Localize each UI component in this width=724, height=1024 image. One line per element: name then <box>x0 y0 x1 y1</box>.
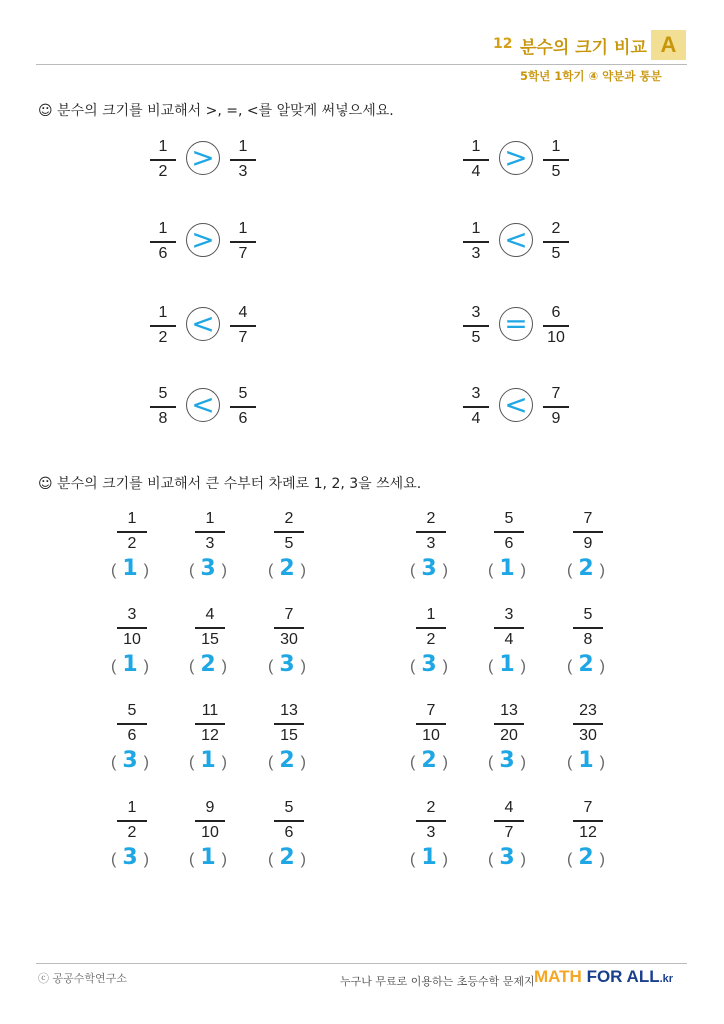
rank-value: 3 <box>279 652 295 677</box>
rank-value: 3 <box>200 556 216 581</box>
fraction-bar <box>543 241 569 243</box>
left-fraction <box>463 304 489 347</box>
ranking-fraction <box>573 702 603 745</box>
open-paren: ( <box>410 851 416 868</box>
rank-answer[interactable] <box>410 556 448 581</box>
denominator: 10 <box>422 726 440 744</box>
denominator: 20 <box>500 726 518 744</box>
numerator: 23 <box>579 702 597 719</box>
numerator: 6 <box>551 304 561 321</box>
ranking-fraction <box>494 702 524 745</box>
rank-answer[interactable] <box>410 748 448 773</box>
worksheet-subtitle: 5학년 1학기 ④ 약분과 통분 <box>520 69 662 83</box>
rank-answer[interactable] <box>189 556 227 581</box>
denominator: 6 <box>504 534 514 552</box>
numerator: 4 <box>205 606 215 623</box>
ranking-fraction <box>573 606 603 649</box>
denominator: 2 <box>127 534 137 552</box>
numerator: 2 <box>551 220 561 237</box>
fraction-bar <box>150 406 176 408</box>
open-paren: ( <box>488 658 494 675</box>
denominator: 3 <box>471 244 481 262</box>
close-paren: ) <box>221 754 227 771</box>
left-fraction <box>150 220 176 263</box>
right-fraction <box>230 304 256 347</box>
fraction-bar <box>117 627 147 629</box>
close-paren: ) <box>442 562 448 579</box>
rank-value: 1 <box>421 845 437 870</box>
rank-answer[interactable] <box>410 652 448 677</box>
denominator: 7 <box>504 823 514 841</box>
rank-answer[interactable] <box>410 845 448 870</box>
rank-answer[interactable] <box>268 845 306 870</box>
rank-value: 1 <box>122 652 138 677</box>
numerator: 2 <box>284 510 294 527</box>
fraction-bar <box>573 820 603 822</box>
comparison-answer[interactable]: = <box>499 307 533 341</box>
numerator: 5 <box>158 385 168 402</box>
open-paren: ( <box>111 658 117 675</box>
denominator: 2 <box>158 162 168 180</box>
numerator: 1 <box>238 138 248 155</box>
left-fraction <box>150 304 176 347</box>
denominator: 3 <box>238 162 248 180</box>
fraction-bar <box>543 406 569 408</box>
denominator: 4 <box>504 630 514 648</box>
rank-value: 2 <box>279 748 295 773</box>
rank-answer[interactable] <box>189 748 227 773</box>
ranking-fraction <box>416 702 446 745</box>
close-paren: ) <box>300 851 306 868</box>
worksheet-title: 분수의 크기 비교 <box>520 38 647 58</box>
rank-answer[interactable] <box>488 845 526 870</box>
ranking-fraction <box>274 799 304 842</box>
ranking-fraction <box>416 606 446 649</box>
fraction-bar <box>416 627 446 629</box>
denominator: 5 <box>471 328 481 346</box>
numerator: 2 <box>426 510 436 527</box>
rank-answer[interactable] <box>567 845 605 870</box>
open-paren: ( <box>268 754 274 771</box>
fraction-bar <box>274 820 304 822</box>
rank-value: 3 <box>499 748 515 773</box>
close-paren: ) <box>599 562 605 579</box>
ranking-fraction <box>117 510 147 553</box>
denominator: 8 <box>583 630 593 648</box>
numerator: 7 <box>583 799 593 816</box>
ranking-fraction <box>117 702 147 745</box>
numerator: 1 <box>551 138 561 155</box>
close-paren: ) <box>300 658 306 675</box>
rank-answer[interactable] <box>111 748 149 773</box>
header-divider <box>36 64 687 65</box>
open-paren: ( <box>410 754 416 771</box>
level-badge: A <box>651 30 686 60</box>
fraction-bar <box>195 531 225 533</box>
rank-answer[interactable] <box>268 556 306 581</box>
open-paren: ( <box>189 562 195 579</box>
close-paren: ) <box>221 851 227 868</box>
open-paren: ( <box>567 851 573 868</box>
close-paren: ) <box>143 562 149 579</box>
ranking-fraction <box>416 799 446 842</box>
open-paren: ( <box>488 754 494 771</box>
comparison-answer[interactable]: < <box>186 307 220 341</box>
close-paren: ) <box>599 851 605 868</box>
ranking-fraction <box>274 510 304 553</box>
open-paren: ( <box>111 851 117 868</box>
denominator: 6 <box>158 244 168 262</box>
fraction-bar <box>117 531 147 533</box>
denominator: 5 <box>551 162 561 180</box>
denominator: 3 <box>426 823 436 841</box>
fraction-bar <box>230 159 256 161</box>
open-paren: ( <box>410 658 416 675</box>
ranking-fraction <box>494 799 524 842</box>
numerator: 1 <box>426 606 436 623</box>
fraction-bar <box>230 406 256 408</box>
denominator: 10 <box>123 630 141 648</box>
open-paren: ( <box>268 658 274 675</box>
fraction-bar <box>230 241 256 243</box>
denominator: 10 <box>547 328 565 346</box>
numerator: 5 <box>238 385 248 402</box>
close-paren: ) <box>599 754 605 771</box>
section1-instruction: ☺ 분수의 크기를 비교해서 >, =, <를 알맞게 써넣으세요. <box>38 103 394 119</box>
rank-answer[interactable] <box>567 748 605 773</box>
denominator: 4 <box>471 409 481 427</box>
open-paren: ( <box>189 754 195 771</box>
brand-logo: MATH FOR ALL.kr <box>534 967 674 986</box>
fraction-bar <box>494 627 524 629</box>
fraction-bar <box>274 627 304 629</box>
denominator: 4 <box>471 162 481 180</box>
rank-value: 2 <box>200 652 216 677</box>
fraction-bar <box>463 241 489 243</box>
fraction-bar <box>150 241 176 243</box>
tagline-text: 누구나 무료로 이용하는 초등수학 문제지 <box>340 975 535 988</box>
rank-value: 1 <box>578 748 594 773</box>
rank-value: 3 <box>421 652 437 677</box>
rank-answer[interactable] <box>488 556 526 581</box>
fraction-bar <box>543 159 569 161</box>
fraction-bar <box>117 820 147 822</box>
rank-value: 3 <box>122 748 138 773</box>
right-fraction <box>230 220 256 263</box>
close-paren: ) <box>221 562 227 579</box>
comparison-answer[interactable]: > <box>186 141 220 175</box>
rank-value: 1 <box>499 652 515 677</box>
numerator: 5 <box>504 510 514 527</box>
close-paren: ) <box>442 851 448 868</box>
fraction-bar <box>573 627 603 629</box>
open-paren: ( <box>567 658 573 675</box>
open-paren: ( <box>488 562 494 579</box>
fraction-bar <box>150 325 176 327</box>
ranking-fraction <box>416 510 446 553</box>
open-paren: ( <box>567 754 573 771</box>
denominator: 2 <box>426 630 436 648</box>
fraction-bar <box>494 531 524 533</box>
close-paren: ) <box>520 754 526 771</box>
comparison-answer[interactable]: < <box>499 388 533 422</box>
fraction-bar <box>195 627 225 629</box>
left-fraction <box>150 138 176 181</box>
ranking-fraction <box>274 606 304 649</box>
denominator: 2 <box>127 823 137 841</box>
numerator: 13 <box>500 702 518 719</box>
rank-answer[interactable] <box>268 652 306 677</box>
numerator: 1 <box>127 799 137 816</box>
numerator: 5 <box>284 799 294 816</box>
fraction-bar <box>463 325 489 327</box>
rank-value: 3 <box>122 845 138 870</box>
left-fraction <box>463 385 489 428</box>
rank-answer[interactable] <box>567 556 605 581</box>
denominator: 9 <box>583 534 593 552</box>
ranking-fraction <box>117 606 147 649</box>
close-paren: ) <box>300 754 306 771</box>
worksheet-number: 12 <box>493 36 513 52</box>
numerator: 13 <box>280 702 298 719</box>
left-fraction <box>150 385 176 428</box>
close-paren: ) <box>300 562 306 579</box>
ranking-fraction <box>494 510 524 553</box>
denominator: 5 <box>551 244 561 262</box>
denominator: 30 <box>280 630 298 648</box>
numerator: 3 <box>504 606 514 623</box>
right-fraction <box>230 138 256 181</box>
open-paren: ( <box>189 851 195 868</box>
numerator: 3 <box>127 606 137 623</box>
fraction-bar <box>416 820 446 822</box>
numerator: 1 <box>471 220 481 237</box>
numerator: 1 <box>471 138 481 155</box>
open-paren: ( <box>488 851 494 868</box>
fraction-bar <box>195 723 225 725</box>
close-paren: ) <box>143 754 149 771</box>
close-paren: ) <box>520 658 526 675</box>
close-paren: ) <box>221 658 227 675</box>
open-paren: ( <box>268 562 274 579</box>
denominator: 8 <box>158 409 168 427</box>
rank-answer[interactable] <box>488 748 526 773</box>
right-fraction <box>543 138 569 181</box>
rank-answer[interactable] <box>488 652 526 677</box>
denominator: 6 <box>127 726 137 744</box>
fraction-bar <box>543 325 569 327</box>
numerator: 2 <box>426 799 436 816</box>
comparison-answer[interactable]: < <box>499 223 533 257</box>
numerator: 11 <box>201 702 219 719</box>
rank-value: 2 <box>421 748 437 773</box>
close-paren: ) <box>442 658 448 675</box>
numerator: 3 <box>471 304 481 321</box>
fraction-bar <box>494 723 524 725</box>
ranking-fraction <box>573 799 603 842</box>
rank-value: 3 <box>421 556 437 581</box>
rank-answer[interactable] <box>567 652 605 677</box>
denominator: 3 <box>426 534 436 552</box>
right-fraction <box>543 220 569 263</box>
rank-answer[interactable] <box>268 748 306 773</box>
comparison-answer[interactable]: > <box>499 141 533 175</box>
close-paren: ) <box>520 851 526 868</box>
denominator: 7 <box>238 328 248 346</box>
numerator: 7 <box>583 510 593 527</box>
rank-value: 2 <box>578 652 594 677</box>
rank-answer[interactable] <box>189 652 227 677</box>
denominator: 3 <box>205 534 215 552</box>
fraction-bar <box>573 723 603 725</box>
close-paren: ) <box>599 658 605 675</box>
numerator: 9 <box>205 799 215 816</box>
rank-value: 2 <box>279 845 295 870</box>
denominator: 6 <box>238 409 248 427</box>
ranking-fraction <box>494 606 524 649</box>
rank-value: 1 <box>200 845 216 870</box>
footer-divider <box>36 963 687 964</box>
numerator: 1 <box>158 138 168 155</box>
ranking-fraction <box>195 510 225 553</box>
close-paren: ) <box>442 754 448 771</box>
fraction-bar <box>195 820 225 822</box>
rank-value: 2 <box>578 845 594 870</box>
ranking-fraction <box>573 510 603 553</box>
ranking-fraction <box>117 799 147 842</box>
close-paren: ) <box>143 851 149 868</box>
fraction-bar <box>274 723 304 725</box>
close-paren: ) <box>520 562 526 579</box>
rank-answer[interactable] <box>111 556 149 581</box>
rank-value: 1 <box>499 556 515 581</box>
denominator: 30 <box>579 726 597 744</box>
rank-value: 2 <box>279 556 295 581</box>
numerator: 3 <box>471 385 481 402</box>
denominator: 15 <box>280 726 298 744</box>
ranking-fraction <box>195 799 225 842</box>
denominator: 5 <box>284 534 294 552</box>
rank-value: 2 <box>578 556 594 581</box>
numerator: 1 <box>205 510 215 527</box>
denominator: 10 <box>201 823 219 841</box>
numerator: 7 <box>284 606 294 623</box>
left-fraction <box>463 138 489 181</box>
fraction-bar <box>463 159 489 161</box>
fraction-bar <box>150 159 176 161</box>
ranking-fraction <box>195 702 225 745</box>
open-paren: ( <box>111 562 117 579</box>
rank-value: 1 <box>122 556 138 581</box>
rank-answer[interactable] <box>111 845 149 870</box>
open-paren: ( <box>189 658 195 675</box>
rank-value: 1 <box>200 748 216 773</box>
ranking-fraction <box>274 702 304 745</box>
rank-answer[interactable] <box>189 845 227 870</box>
comparison-answer[interactable]: < <box>186 388 220 422</box>
rank-answer[interactable] <box>111 652 149 677</box>
numerator: 5 <box>583 606 593 623</box>
numerator: 7 <box>551 385 561 402</box>
denominator: 2 <box>158 328 168 346</box>
numerator: 1 <box>158 304 168 321</box>
fraction-bar <box>494 820 524 822</box>
numerator: 1 <box>158 220 168 237</box>
numerator: 4 <box>238 304 248 321</box>
right-fraction <box>230 385 256 428</box>
open-paren: ( <box>268 851 274 868</box>
close-paren: ) <box>143 658 149 675</box>
numerator: 5 <box>127 702 137 719</box>
denominator: 15 <box>201 630 219 648</box>
denominator: 6 <box>284 823 294 841</box>
numerator: 4 <box>504 799 514 816</box>
comparison-answer[interactable]: > <box>186 223 220 257</box>
numerator: 1 <box>127 510 137 527</box>
fraction-bar <box>463 406 489 408</box>
ranking-fraction <box>195 606 225 649</box>
denominator: 7 <box>238 244 248 262</box>
numerator: 1 <box>238 220 248 237</box>
rank-value: 3 <box>499 845 515 870</box>
left-fraction <box>463 220 489 263</box>
fraction-bar <box>416 531 446 533</box>
denominator: 12 <box>579 823 597 841</box>
fraction-bar <box>230 325 256 327</box>
copyright-text: ⓒ 공공수학연구소 <box>38 972 127 985</box>
fraction-bar <box>416 723 446 725</box>
denominator: 9 <box>551 409 561 427</box>
right-fraction <box>543 304 569 347</box>
fraction-bar <box>117 723 147 725</box>
open-paren: ( <box>567 562 573 579</box>
denominator: 12 <box>201 726 219 744</box>
fraction-bar <box>573 531 603 533</box>
right-fraction <box>543 385 569 428</box>
open-paren: ( <box>410 562 416 579</box>
fraction-bar <box>274 531 304 533</box>
section2-instruction: ☺ 분수의 크기를 비교해서 큰 수부터 차례로 1, 2, 3을 쓰세요. <box>38 476 422 492</box>
numerator: 7 <box>426 702 436 719</box>
open-paren: ( <box>111 754 117 771</box>
